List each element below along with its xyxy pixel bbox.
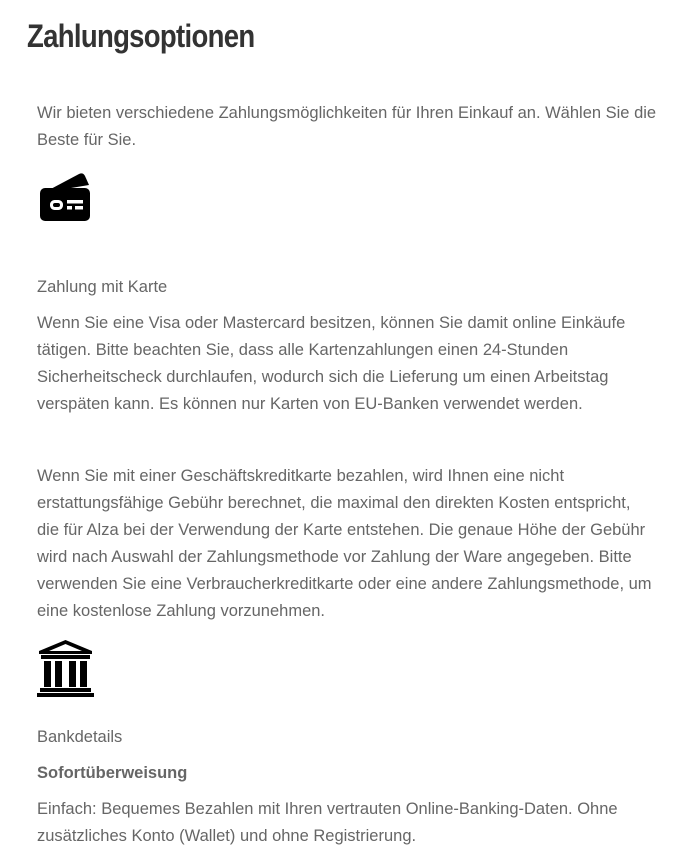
business-card-paragraph: Wenn Sie mit einer Geschäftskreditkarte bezahlen, wird Ihnen eine nicht erstattungsfähige Gebühr berechnet, die maximal den direkten Kosten entspricht, die für Alza bei der Verwendung der Karte entstehen. Die genaue Höhe der Gebühr wird nach Auswahl der Zahlungsmethode vor Zahlung der Ware angegeben. Bitte verwenden Sie eine Verbraucherkreditkarte oder eine andere Zahlungsmethode, um eine kostenlose Zahlung vorzunehmen. <box>37 467 652 620</box>
bank-icon <box>37 639 94 697</box>
card-payment-text <box>37 310 657 418</box>
business-card-text <box>37 463 657 625</box>
sofort-paragraph: Einfach: Bequemes Bezahlen mit Ihren vertrauten Online-Banking-Daten. Ohne zusätzliches Konto (Wallet) und ohne Registrierung. <box>37 800 618 845</box>
page-title: Zahlungsoptionen <box>27 18 255 54</box>
card-payment-heading: Zahlung mit Karte <box>37 278 168 296</box>
bank-details-heading: Bankdetails <box>37 728 123 746</box>
intro-text <box>37 100 657 154</box>
card-payment-paragraph: Wenn Sie eine Visa oder Mastercard besitzen, können Sie damit online Einkäufe tätigen. Bitte beachten Sie, dass alle Kartenzahlungen einen 24-Stunden Sicherheitscheck durchlaufen, wodurch sich die Lieferung um einen Arbeitstag verspäten kann. Es können nur Karten von EU-Banken verwendet werden. <box>37 314 626 413</box>
sofort-text <box>37 796 657 850</box>
intro-paragraph: Wir bieten verschiedene Zahlungsmöglichkeiten für Ihren Einkauf an. Wählen Sie die Beste für Sie. <box>37 104 657 149</box>
sofort-title: Sofortüberweisung <box>37 764 188 782</box>
credit-card-icon <box>39 171 92 224</box>
